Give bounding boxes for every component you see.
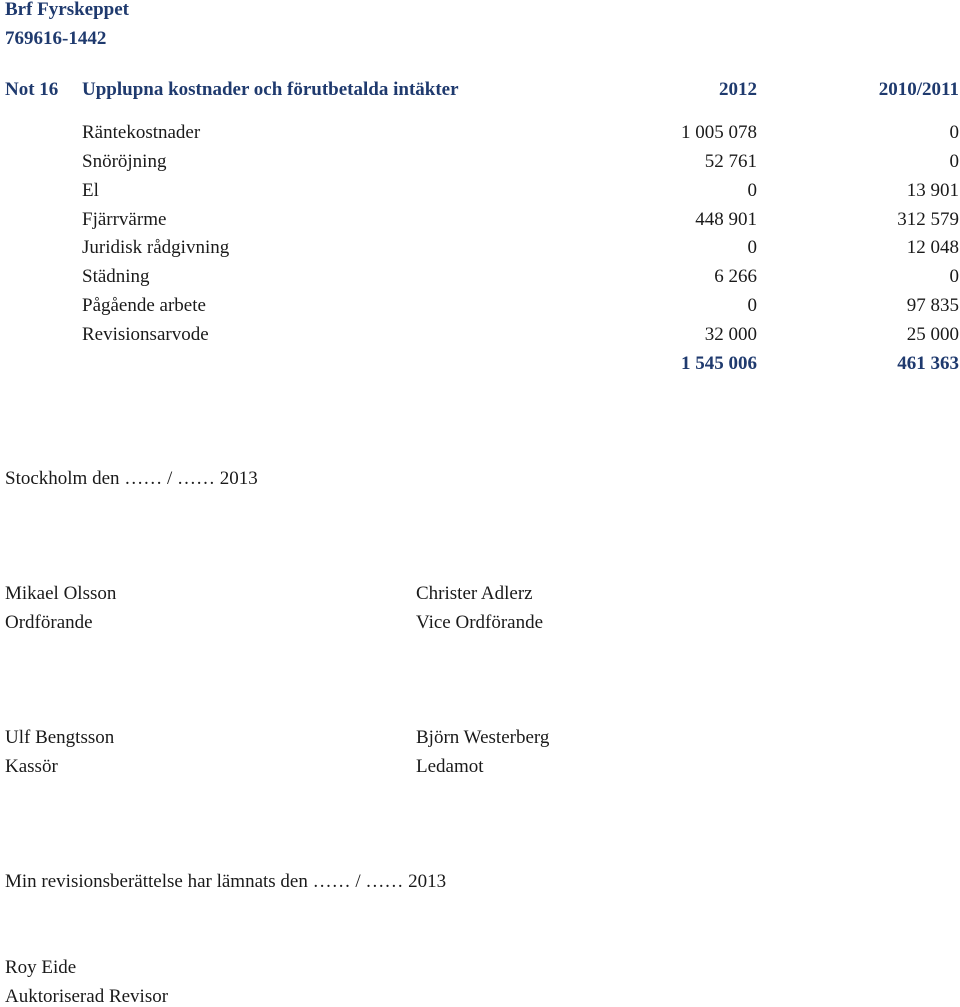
row-value-2012: 0 <box>747 295 757 316</box>
row-label: El <box>82 180 99 201</box>
row-value-2010-2011: 0 <box>949 122 959 143</box>
row-value-2012: 1 005 078 <box>681 122 757 143</box>
signatory-role: Vice Ordförande <box>416 612 544 633</box>
row-label: Juridisk rådgivning <box>82 237 230 258</box>
row-value-2010-2011: 97 835 <box>906 295 959 316</box>
signatory-name: Christer Adlerz <box>416 583 533 604</box>
signatory-name: Ulf Bengtsson <box>5 727 115 748</box>
total-2012: 1 545 006 <box>681 353 757 374</box>
row-value-2010-2011: 0 <box>949 266 959 287</box>
place-date-line: Stockholm den …… / …… 2013 <box>5 468 258 489</box>
row-value-2012: 6 266 <box>714 266 757 287</box>
row-value-2010-2011: 13 901 <box>906 180 959 201</box>
company-name: Brf Fyrskeppet <box>5 0 130 20</box>
signatory-role: Ledamot <box>416 756 484 777</box>
row-value-2012: 0 <box>747 237 757 258</box>
signatory-role: Ordförande <box>5 612 93 633</box>
note-number: Not 16 <box>5 79 59 100</box>
auditor-statement: Min revisionsberättelse har lämnats den …… / …… 2013 <box>5 871 447 892</box>
row-label: Städning <box>82 266 150 287</box>
org-number: 769616-1442 <box>5 28 107 49</box>
row-value-2010-2011: 312 579 <box>897 209 959 230</box>
auditor-name: Roy Eide <box>5 957 77 978</box>
total-2010-2011: 461 363 <box>897 353 959 374</box>
row-value-2012: 448 901 <box>695 209 757 230</box>
row-value-2012: 52 761 <box>704 151 757 172</box>
note-title: Upplupna kostnader och förutbetalda intäkter <box>82 79 459 100</box>
row-label: Revisionsarvode <box>82 324 209 345</box>
row-value-2010-2011: 25 000 <box>906 324 959 345</box>
row-value-2010-2011: 0 <box>949 151 959 172</box>
signatory-role: Kassör <box>5 756 58 777</box>
column-header-2010-2011: 2010/2011 <box>878 79 959 100</box>
signatory-name: Mikael Olsson <box>5 583 117 604</box>
row-label: Fjärrvärme <box>82 209 167 230</box>
row-value-2012: 32 000 <box>704 324 757 345</box>
row-value-2010-2011: 12 048 <box>906 237 959 258</box>
signatory-name: Björn Westerberg <box>416 727 550 748</box>
column-header-2012: 2012 <box>719 79 757 100</box>
row-label: Räntekostnader <box>82 122 201 143</box>
row-label: Snöröjning <box>82 151 167 172</box>
row-value-2012: 0 <box>747 180 757 201</box>
row-label: Pågående arbete <box>82 295 206 316</box>
auditor-role: Auktoriserad Revisor <box>5 986 169 1007</box>
